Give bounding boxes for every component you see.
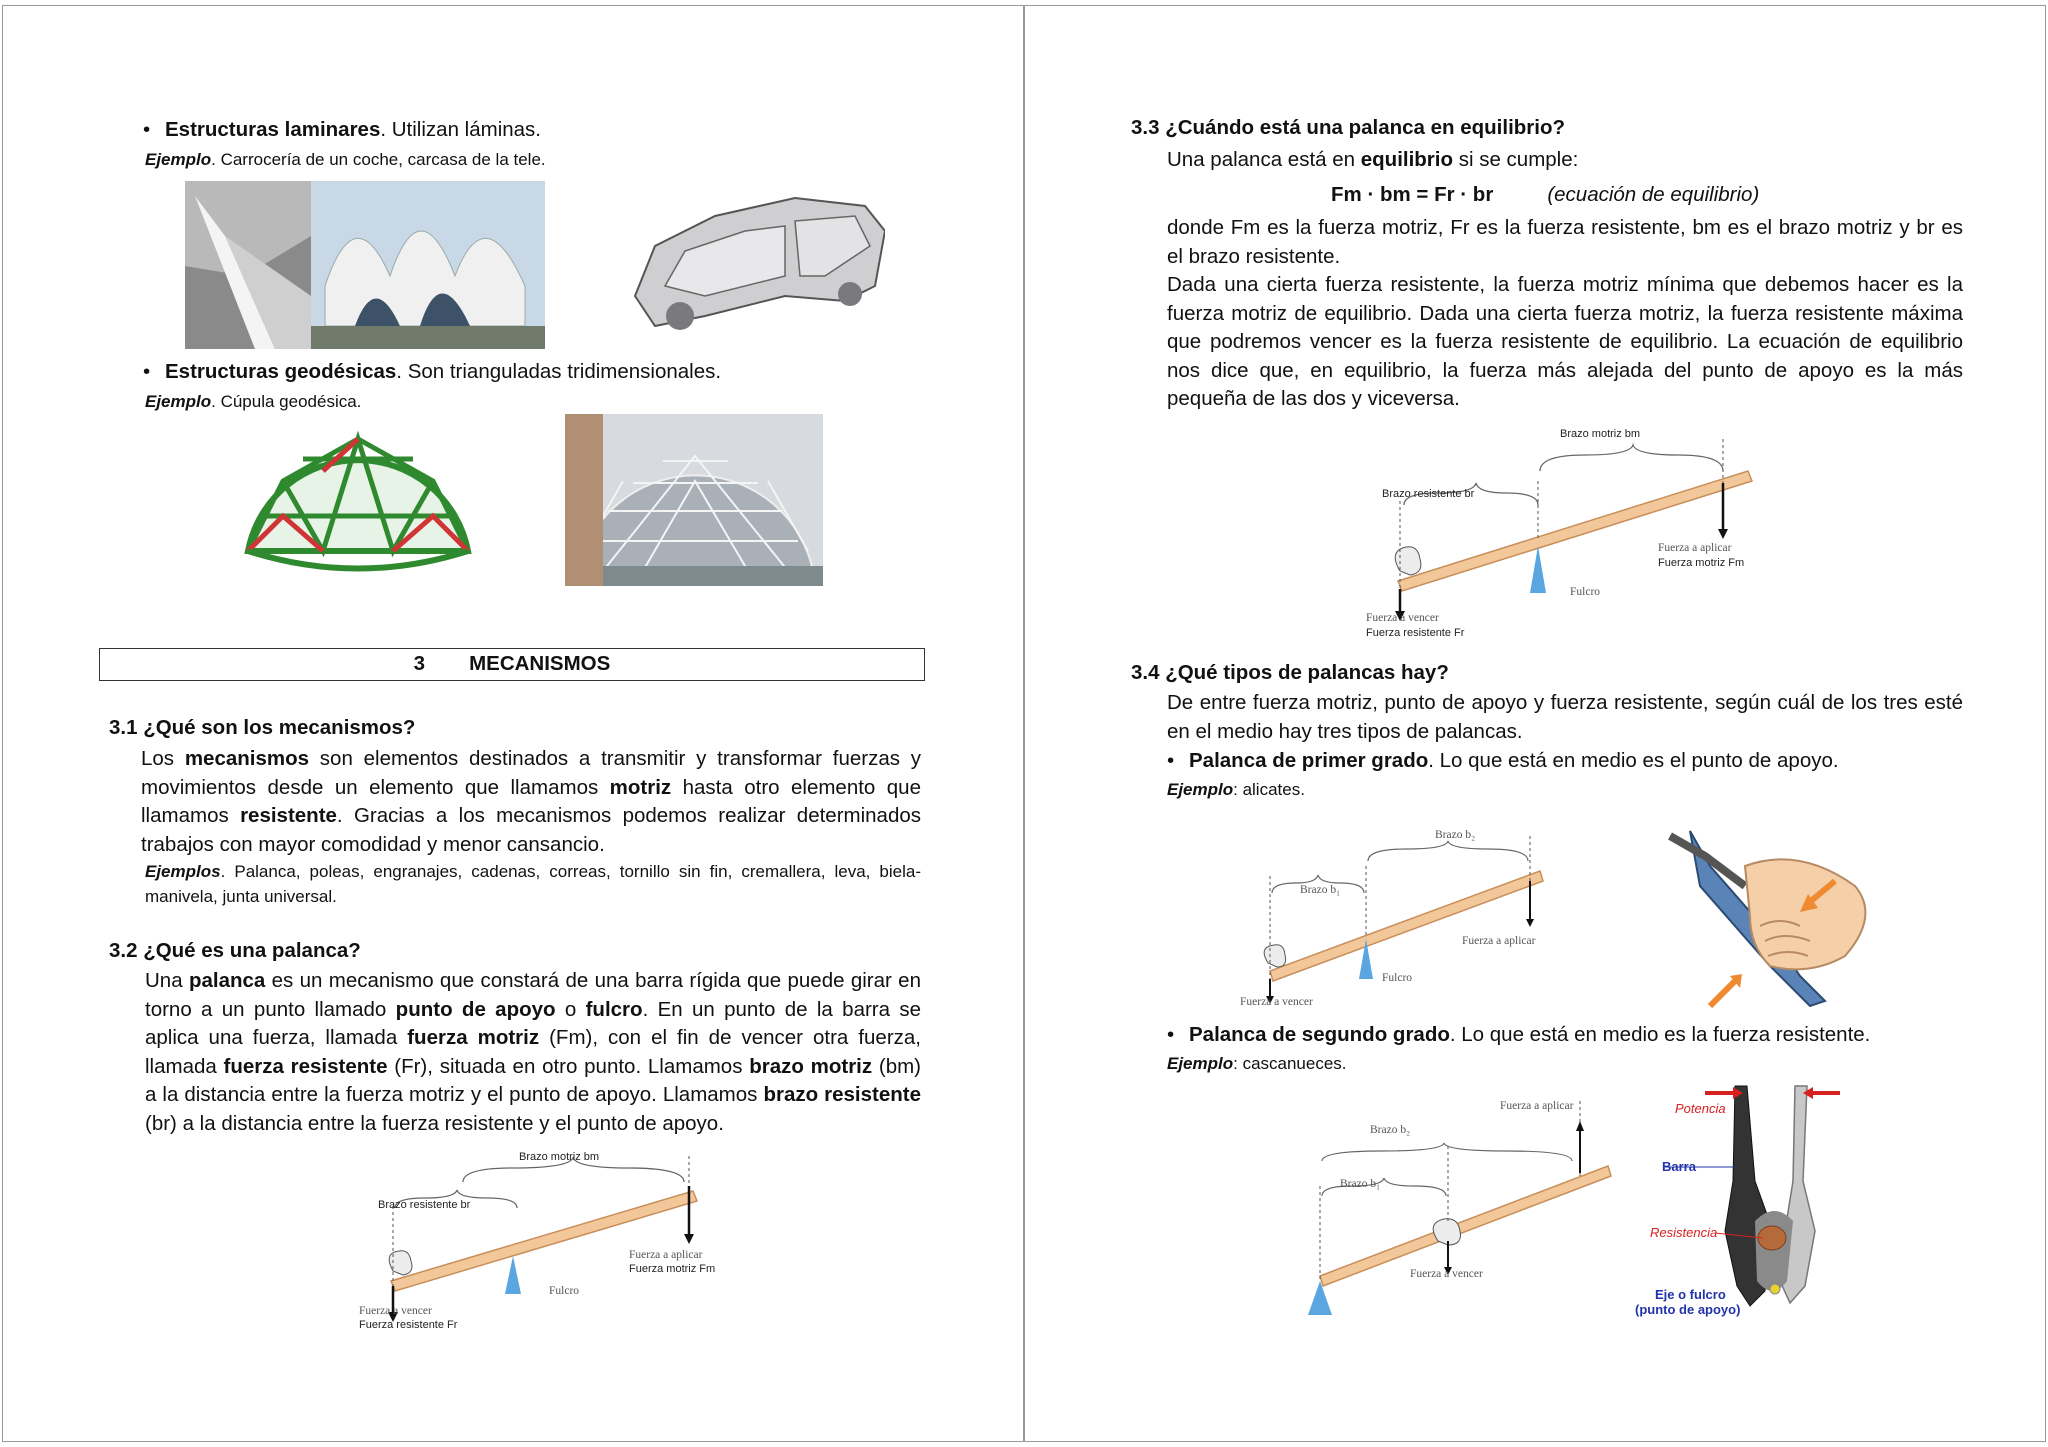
label-fuerza-motriz: Fuerza motriz Fm	[1658, 557, 1745, 569]
label-fuerza-resistente: Fuerza resistente Fr	[1366, 627, 1465, 639]
svg-text:Fuerza a vencer: Fuerza a vencer	[1410, 1268, 1483, 1280]
heading-3-2: 3.2 ¿Qué es una palanca?	[109, 939, 361, 962]
second-class-lever-diagram	[1290, 1091, 1620, 1321]
bullet-primer-grado: • Palanca de primer grado. Lo que está en medio es el punto de apoyo.	[1167, 749, 1839, 772]
laminar-structures-photos	[185, 176, 885, 351]
heading-3-4: 3.4 ¿Qué tipos de palancas hay?	[1131, 661, 1449, 684]
example-primer-grado: Ejemplo: alicates.	[1167, 780, 1305, 799]
term-laminares: Estructuras laminares	[165, 118, 381, 141]
example-3-1: Ejemplos. Palanca, poleas, engranajes, cadenas, correas, tornillo sin fin, cremallera, leva, biela-manivela, junta universal.	[145, 862, 921, 906]
left-page	[2, 5, 1024, 1442]
load-stone	[1395, 547, 1421, 575]
label-fuerza-vencer: Fuerza a vencer	[359, 1305, 432, 1317]
bullet-segundo-grado: • Palanca de segundo grado. Lo que está en medio es la fuerza resistente.	[1167, 1023, 1871, 1046]
svg-text:Brazo b₂: Brazo b₂	[1370, 1124, 1411, 1136]
paragraph-3-2: Una palanca es un mecanismo que constará de una barra rígida que puede girar en torno a un punto llamado punto de apoyo o fulcro. En un punto de la barra se aplica una fuerza, llamada fuerza motriz (Fm), con el fin de vencer otra fuerza, llamada fuerza resistente (Fr), situada en otro punto. Llamamos brazo motriz (bm) a la distancia entre la fuerza motriz y el punto de apoyo. Llamamos brazo resistente (br) a la distancia entre la fuerza resistente y el punto de apoyo.	[145, 969, 921, 1135]
example-segundo-grado: Ejemplo: cascanueces.	[1167, 1054, 1347, 1073]
heading-3-3: 3.3 ¿Cuándo está una palanca en equilibrio?	[1131, 116, 1566, 139]
fulcrum-triangle	[1530, 546, 1546, 593]
example-laminares: Ejemplo. Carrocería de un coche, carcasa de la tele.	[145, 150, 546, 169]
bullet-geodesicas: • Estructuras geodésicas. Son trianguladas tridimensionales.	[143, 360, 722, 383]
label-punto-apoyo: (punto de apoyo)	[1635, 1302, 1741, 1317]
label-eje-fulcro: Eje o fulcro	[1655, 1287, 1726, 1302]
equation-note: (ecuación de equilibrio)	[1547, 183, 1760, 206]
svg-text:Fuerza a aplicar: Fuerza a aplicar	[1462, 935, 1536, 947]
term-geodesicas: Estructuras geodésicas	[165, 360, 397, 383]
fulcrum-triangle	[505, 1256, 521, 1294]
equilibrium-equation	[1331, 181, 1951, 210]
svg-text:Brazo b₁: Brazo b₁	[1300, 884, 1341, 896]
bullet-laminares: • Estructuras laminares. Utilizan láminas.	[143, 118, 541, 141]
paragraph-3-4: De entre fuerza motriz, punto de apoyo y fuerza resistente, según cuál de los tres esté en el medio hay tres tipos de palancas.	[1167, 691, 1963, 743]
label-fuerza-aplicar: Fuerza a aplicar	[629, 1249, 703, 1261]
laminar-photo-car-body	[635, 198, 885, 330]
label-potencia: Potencia	[1675, 1101, 1726, 1116]
label-fulcro: Fulcro	[1570, 586, 1601, 598]
paragraph-3-3-def: donde Fm es la fuerza motriz, Fr es la fuerza resistente, bm es el brazo motriz y br es el brazo resistente.	[1167, 216, 1963, 268]
svg-text:Fulcro: Fulcro	[1382, 972, 1413, 984]
pliers-illustration	[1650, 826, 1905, 1011]
label-brazo-motriz: Brazo motriz bm	[519, 1151, 600, 1163]
label-resistencia: Resistencia	[1650, 1225, 1718, 1240]
svg-text:Brazo b₁: Brazo b₁	[1340, 1178, 1381, 1190]
geodesic-dome-photo	[565, 414, 823, 586]
label-brazo-motriz: Brazo motriz bm	[1560, 428, 1641, 440]
label-fuerza-vencer: Fuerza a vencer	[1366, 612, 1439, 624]
label-brazo-resistente: Brazo resistente br	[1382, 488, 1475, 500]
section-header-mecanismos: 3 MECANISMOS	[99, 648, 925, 681]
geodesic-dome-model	[248, 439, 468, 569]
svg-text:Brazo b₂: Brazo b₂	[1435, 829, 1476, 841]
heading-3-1: 3.1 ¿Qué son los mecanismos?	[109, 716, 416, 739]
label-fuerza-resistente: Fuerza resistente Fr	[359, 1319, 458, 1331]
paragraph-3-3-explain: Dada una cierta fuerza resistente, la fuerza motriz mínima que debemos hacer es la fuerza motriz de equilibrio. Dada una cierta fuerza motriz, la fuerza resistente máxima que podremos vencer es la fuerza resistente de equilibrio. La ecuación de equilibrio nos dice que, en equilibrio, la fuerza más alejada del punto de apoyo es la más pequeña de las dos y viceversa.	[1167, 273, 1963, 410]
label-fuerza-aplicar: Fuerza a aplicar	[1658, 542, 1732, 554]
paragraph-3-3-intro: Una palanca está en equilibrio si se cumple:	[1167, 148, 1579, 171]
lever-diagram-right	[1360, 421, 1760, 646]
lever-diagram-left	[353, 1146, 723, 1336]
paragraph-3-1: Los mecanismos son elementos destinados a transmitir y transformar fuerzas y movimientos desde un elemento que llamamos motriz hasta otro elemento que llamamos resistente. Gracias a los mecanismos podemos realizar determinados trabajos con mayor comodidad y menor cansancio.	[141, 747, 922, 856]
example-geodesicas: Ejemplo. Cúpula geodésica.	[145, 392, 362, 411]
svg-text:Fuerza a vencer: Fuerza a vencer	[1240, 996, 1313, 1008]
label-fulcro: Fulcro	[549, 1285, 580, 1297]
label-barra: Barra	[1662, 1159, 1696, 1174]
first-class-lever-diagram	[1240, 821, 1560, 1011]
right-page	[1024, 5, 2046, 1442]
label-fuerza-motriz: Fuerza motriz Fm	[629, 1263, 716, 1275]
equation-text: Fm · bm = Fr · br	[1331, 183, 1494, 206]
geodesic-dome-images	[243, 411, 833, 586]
svg-text:Fuerza a aplicar: Fuerza a aplicar	[1500, 1100, 1574, 1112]
label-brazo-resistente: Brazo resistente br	[378, 1199, 471, 1211]
nutcracker-illustration	[1605, 1081, 1905, 1326]
